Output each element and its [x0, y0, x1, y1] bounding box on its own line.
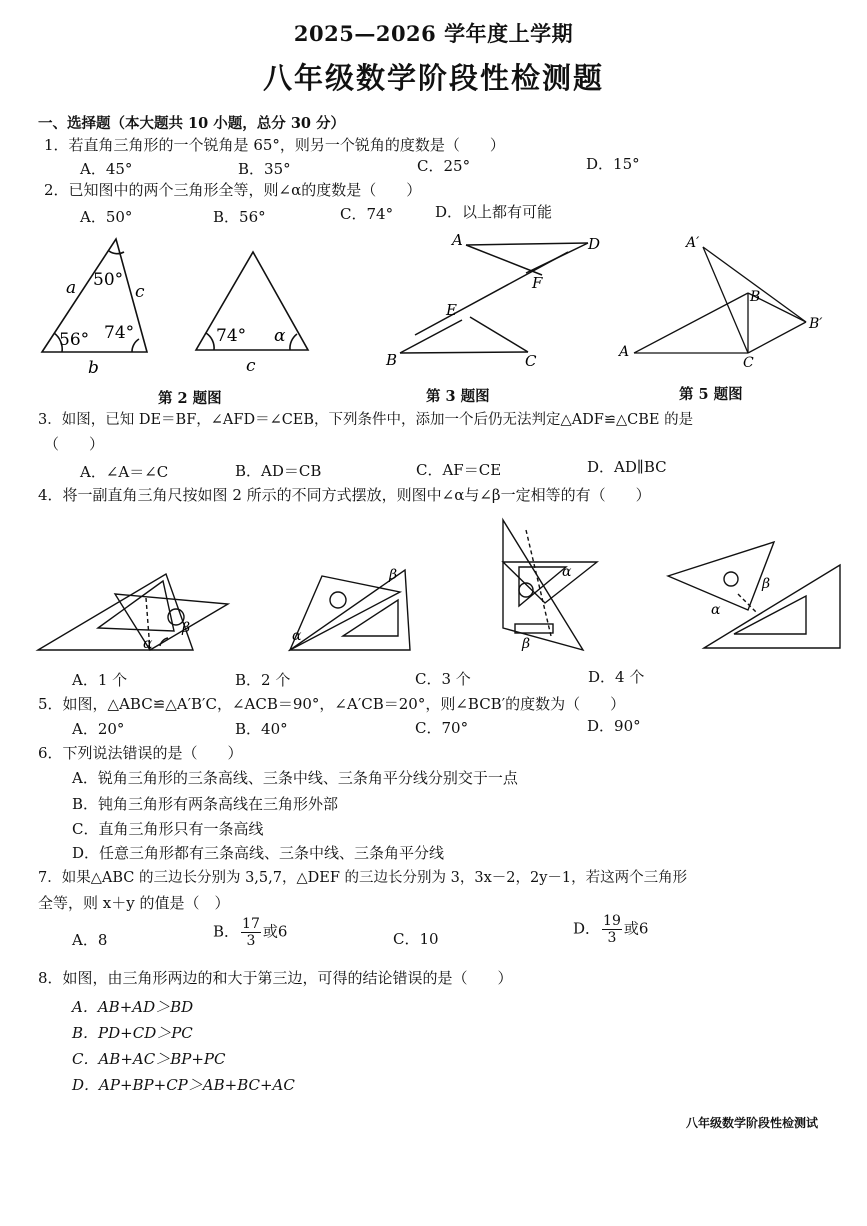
fig2-label-c: c [135, 282, 145, 302]
question-4-option-a: A．1 个 [72, 671, 128, 689]
question-4-option-c: C．3 个 [415, 670, 471, 688]
fig5-label-C: C [743, 355, 754, 371]
question-7-option-b-fraction [241, 916, 261, 949]
question-8-option-a: A．AB+AD＞BD [72, 998, 194, 1016]
fig3-label-E: E [446, 301, 457, 319]
figure-3-caption: 第 3 题图 [426, 388, 490, 405]
question-6-option-c: C．直角三角形只有一条高线 [72, 820, 264, 838]
fraction-denominator: 3 [607, 930, 617, 946]
fig5-lines [634, 247, 806, 353]
q4-fig1-set-squares [38, 574, 228, 650]
question-8-option-b: B．PD+CD＞PC [72, 1024, 193, 1042]
q4-fig4-alpha: α [711, 602, 721, 618]
question-4-option-b: B．2 个 [235, 671, 291, 689]
question-2-stem: 2．已知图中的两个三角形全等，则∠α的度数是（ ） [44, 181, 422, 199]
exam-term-title: 2025—2026 学年度上学期 [293, 21, 574, 46]
question-7-option-b [213, 916, 287, 949]
question-4-figures [0, 510, 867, 660]
question-3-option-b: B．AD＝CB [235, 462, 322, 480]
question-3-option-c: C．AF＝CE [416, 461, 502, 479]
fig2-label-b: b [88, 358, 99, 378]
fig2-label-c2: c [246, 356, 256, 376]
question-4-option-d: D．4 个 [588, 668, 645, 686]
question-1-option-c: C．25° [417, 157, 471, 175]
figures-row [0, 225, 867, 385]
fig5-label-B: B [750, 289, 761, 305]
question-7-option-d-suffix: 或6 [623, 919, 649, 938]
fig5-label-B-prime: B′ [809, 316, 823, 332]
question-6-option-d: D．任意三角形都有三条高线、三条中线、三条角平分线 [72, 844, 445, 862]
question-2-option-c: C．74° [340, 205, 394, 223]
question-8-option-c: C．AB+AC＞BP+PC [72, 1050, 226, 1068]
q4-fig4-beta: β [762, 576, 771, 592]
fraction-numerator: 19 [603, 913, 621, 929]
question-4-stem: 4．将一副直角三角尺按如图 2 所示的不同方式摆放，则图中∠α与∠β一定相等的有（ ） [38, 486, 651, 504]
q4-fig1-alpha: α [143, 636, 153, 652]
question-5-option-d: D．90° [587, 717, 641, 735]
question-2-option-d: D．以上都有可能 [435, 203, 553, 221]
figure-2-caption: 第 2 题图 [158, 390, 222, 407]
exam-title: 八年级数学阶段性检测题 [262, 61, 604, 95]
question-3-option-a: A．∠A＝∠C [80, 463, 169, 481]
question-7-option-c: C．10 [393, 930, 439, 948]
q4-fig3-beta: β [522, 636, 531, 652]
fig2-label-a: a [66, 278, 77, 298]
fig3-label-D: D [588, 235, 601, 253]
question-1-option-b: B．35° [238, 160, 291, 178]
question-5-option-c: C．70° [415, 719, 469, 737]
question-2-option-b: B．56° [213, 208, 266, 226]
fig3-label-B: B [386, 351, 398, 369]
question-3-stem: 3．如图，已知 DE＝BF，∠AFD＝∠CEB，下列条件中，添加一个后仍无法判定△ADF≌△CBE 的是 [38, 412, 694, 428]
fig3-lines [400, 243, 588, 353]
fig2-label-50: 50° [93, 270, 124, 290]
fig2-label-56: 56° [59, 330, 90, 350]
question-3-option-d: D．AD∥BC [587, 458, 667, 476]
q4-fig3-set-squares [503, 520, 597, 650]
fig2-label-alpha: α [274, 326, 286, 346]
question-7-option-a: A．8 [72, 931, 108, 949]
question-7-option-b-suffix: 或6 [262, 922, 288, 941]
question-7-option-d-prefix: D． [573, 919, 601, 938]
fraction-denominator: 3 [246, 933, 256, 949]
footer-title: 八年级数学阶段性检测试 [686, 1116, 819, 1130]
fig2-label-74b: 74° [216, 326, 247, 346]
fig5-label-A: A [619, 344, 630, 360]
question-1-option-a: A．45° [80, 160, 133, 178]
question-7-stem-line2: 全等，则 x＋y 的值是（ ） [38, 894, 230, 912]
question-2-option-a: A．50° [80, 208, 133, 226]
question-5-stem: 5．如图，△ABC≌△A′B′C，∠ACB＝90°，∠A′CB＝20°，则∠BCB′的度数为（ ） [38, 695, 626, 713]
fig3-label-A: A [452, 231, 463, 249]
question-1-stem: 1．若直角三角形的一个锐角是 65°，则另一个锐角的度数是（ ） [44, 136, 505, 154]
fig3-label-C: C [525, 352, 537, 370]
figure-5-caption: 第 5 题图 [679, 386, 743, 403]
fig5-label-A-prime: A′ [686, 235, 700, 251]
question-3-stem-bracket: （ ） [44, 435, 105, 453]
q4-fig2-alpha: α [292, 628, 302, 644]
section-heading: 一、选择题（本大题共 10 小题，总分 30 分） [38, 115, 346, 132]
question-7-option-d-fraction [602, 913, 622, 946]
question-7-option-b-prefix: B． [213, 922, 240, 941]
question-7-option-d [573, 913, 648, 946]
question-8-stem: 8．如图，由三角形两边的和大于第三边，可得的结论错误的是（ ） [38, 969, 513, 987]
q4-fig2-beta: β [389, 567, 398, 583]
question-6-option-b: B．钝角三角形有两条高线在三角形外部 [72, 795, 339, 813]
question-7-stem: 7．如果△ABC 的三边长分别为 3,5,7，△DEF 的三边长分别为 3，3x－2，2y－1，若这两个三角形 [38, 870, 688, 886]
q4-fig1-beta: β [182, 620, 191, 636]
question-8-option-d: D．AP+BP+CP＞AB+BC+AC [72, 1076, 295, 1094]
q4-fig4-set-squares [668, 542, 840, 648]
question-6-stem: 6．下列说法错误的是（ ） [38, 744, 243, 762]
question-1-option-d: D．15° [586, 155, 640, 173]
fig3-label-F: F [532, 274, 543, 292]
fig2-triangle-right [196, 252, 308, 350]
q4-fig3-alpha: α [562, 564, 572, 580]
question-6-option-a: A．锐角三角形的三条高线、三条中线、三条角平分线分别交于一点 [72, 769, 518, 787]
fraction-numerator: 17 [242, 916, 260, 932]
question-5-option-b: B．40° [235, 720, 288, 738]
question-5-option-a: A．20° [72, 720, 125, 738]
fig2-label-74a: 74° [104, 323, 135, 343]
